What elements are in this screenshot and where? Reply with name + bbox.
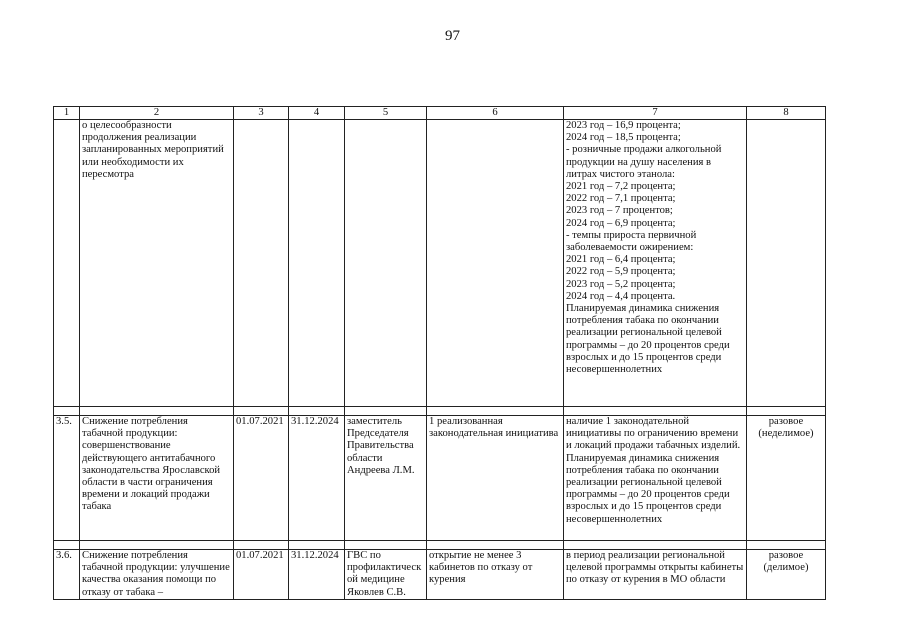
result-cell: 1 реализованная законодательная инициатива	[427, 416, 564, 541]
start-date-cell	[234, 120, 289, 407]
header-cell-6: 6	[427, 107, 564, 120]
event-cell: Снижение потребления табачной продукции: совершенствование действующего антитабачного законодательства Ярославской области в части ограничения времени и локаций продажи табака	[80, 416, 234, 541]
header-cell-8: 8	[747, 107, 826, 120]
table-row	[54, 416, 826, 541]
indicator-cell: наличие 1 законодательной инициативы по ограничению времени и локаций продажи табачных изделий. Планируемая динамика снижения потребления табака по окончании реализации региональной целевой программы – до 20 процентов среди взрослых и до 15 процентов среди несовершеннолетних	[564, 416, 747, 541]
table-row	[54, 550, 826, 600]
end-date-cell: 31.12.2024	[289, 550, 345, 600]
responsible-cell	[345, 120, 427, 407]
start-date-cell: 01.07.2021	[234, 416, 289, 541]
responsible-cell: заместитель Председателя Правительства области Андреева Л.М.	[345, 416, 427, 541]
result-cell: открытие не менее 3 кабинетов по отказу от курения	[427, 550, 564, 600]
result-cell	[427, 120, 564, 407]
responsible-cell: ГВС по профилактической медицине Яковлев С.В.	[345, 550, 427, 600]
start-date-cell: 01.07.2021	[234, 550, 289, 600]
end-date-cell	[289, 120, 345, 407]
event-cell: о целесообразности продолжения реализации запланированных мероприятий или необходимости их пересмотра	[80, 120, 234, 407]
page-number: 97	[445, 28, 460, 44]
end-date-cell: 31.12.2024	[289, 416, 345, 541]
indicator-cell: 2023 год – 16,9 процента; 2024 год – 18,5 процента; - розничные продажи алкогольной продукции на душу населения в литрах чистого этанола: 2021 год – 7,2 процента; 2022 год – 7,1 процента; 2023 год – 7 процентов; 2024 год – 6,9 процента; - темпы прироста первичной заболеваемости ожирением: 2021 год – 6,4 процента; 2022 год – 5,9 процента; 2023 год – 5,2 процента; 2024 год – 4,4 процента. Планируемая динамика снижения потребления табака по окончании реализации региональной целевой программы – до 20 процентов среди взрослых и до 15 процентов среди несовершеннолетних	[564, 120, 747, 407]
header-cell-1: 1	[54, 107, 80, 120]
row-number-cell: 3.5.	[54, 416, 80, 541]
header-cell-4: 4	[289, 107, 345, 120]
row-number-cell: 3.6.	[54, 550, 80, 600]
event-cell: Снижение потребления табачной продукции: улучшение качества оказания помощи по отказу от табака –	[80, 550, 234, 600]
row-separator	[54, 541, 826, 550]
event-type-cell	[747, 120, 826, 407]
header-cell-5: 5	[345, 107, 427, 120]
event-type-cell: разовое (неделимое)	[747, 416, 826, 541]
measures-table	[53, 106, 826, 600]
table-row	[54, 120, 826, 407]
header-cell-3: 3	[234, 107, 289, 120]
indicator-cell: в период реализации региональной целевой программы открыты кабинеты по отказу от курения в МО области	[564, 550, 747, 600]
row-number-cell	[54, 120, 80, 407]
event-type-cell: разовое (делимое)	[747, 550, 826, 600]
header-cell-2: 2	[80, 107, 234, 120]
header-row	[54, 107, 826, 120]
row-separator	[54, 407, 826, 416]
header-cell-7: 7	[564, 107, 747, 120]
